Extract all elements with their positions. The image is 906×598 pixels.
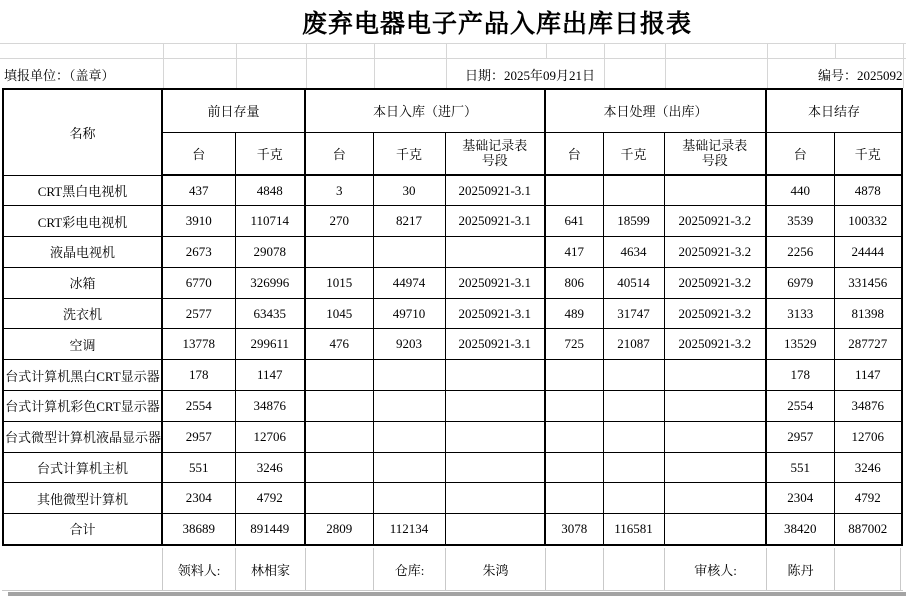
prev-kg-cell[interactable]: 3246 [235, 452, 305, 483]
footer-empty-cell [604, 548, 665, 590]
outbound-record-cell[interactable]: 20250921-3.2 [664, 267, 766, 298]
subheader-out-record [664, 132, 766, 175]
inbound-units-cell[interactable] [305, 452, 373, 483]
table-row [3, 514, 902, 545]
outbound-units-cell[interactable] [545, 421, 603, 452]
outbound-kg-cell[interactable] [603, 483, 664, 514]
table-row [3, 360, 902, 391]
inbound-record-cell[interactable] [445, 360, 545, 391]
balance-units-cell[interactable]: 440 [766, 175, 834, 206]
material-picker-label: 领料人: [163, 548, 236, 590]
inbound-record-cell[interactable] [445, 421, 545, 452]
balance-kg-cell[interactable]: 331456 [834, 267, 902, 298]
outbound-units-cell[interactable] [545, 391, 603, 422]
balance-units-cell[interactable]: 3539 [766, 206, 834, 237]
gridline [0, 43, 906, 44]
balance-units-cell[interactable]: 38420 [766, 514, 834, 545]
group-header-outbound: 本日处理（出库） [545, 89, 766, 132]
inbound-record-cell[interactable]: 20250921-3.1 [445, 329, 545, 360]
inbound-kg-cell[interactable] [373, 237, 445, 268]
prev-kg-cell[interactable]: 12706 [235, 421, 305, 452]
balance-units-cell[interactable]: 2304 [766, 483, 834, 514]
inbound-record-cell[interactable]: 20250921-3.1 [445, 175, 545, 206]
outbound-kg-cell[interactable] [603, 452, 664, 483]
product-name-cell[interactable]: 合计 [3, 514, 162, 545]
gridline [903, 43, 904, 88]
balance-kg-cell[interactable]: 4878 [834, 175, 902, 206]
daily-report-table [2, 88, 903, 546]
balance-units-cell[interactable]: 2256 [766, 237, 834, 268]
inbound-units-cell[interactable]: 2809 [305, 514, 373, 545]
gridline [374, 43, 375, 88]
report-date-label: 日期：2025年09月21日 [465, 68, 596, 83]
outbound-units-cell[interactable]: 489 [545, 298, 603, 329]
inbound-kg-cell[interactable]: 30 [373, 175, 445, 206]
inbound-units-cell[interactable] [305, 237, 373, 268]
outbound-kg-cell[interactable] [603, 175, 664, 206]
inbound-record-cell[interactable] [445, 237, 545, 268]
subheader-in-record [445, 132, 545, 175]
prev-units-cell[interactable]: 38689 [162, 514, 235, 545]
outbound-record-cell[interactable] [664, 421, 766, 452]
material-picker-name[interactable]: 林相家 [236, 548, 306, 590]
subheader-bal-units: 台 [766, 132, 834, 175]
balance-kg-cell[interactable]: 887002 [834, 514, 902, 545]
product-name-cell[interactable]: CRT黑白电视机 [3, 175, 162, 206]
balance-kg-cell[interactable]: 287727 [834, 329, 902, 360]
gridline [446, 43, 447, 88]
prev-kg-cell[interactable]: 4792 [235, 483, 305, 514]
inbound-kg-cell[interactable]: 8217 [373, 206, 445, 237]
outbound-kg-cell[interactable]: 31747 [603, 298, 664, 329]
subheader-bal-kg: 千克 [834, 132, 902, 175]
outbound-kg-cell[interactable] [603, 360, 664, 391]
table-row [3, 329, 902, 360]
outbound-record-cell[interactable] [664, 391, 766, 422]
gridline [835, 43, 836, 58]
prev-units-cell[interactable]: 3910 [162, 206, 235, 237]
reporting-unit-label: 填报单位：（盖章） [4, 68, 115, 83]
table-row [3, 452, 902, 483]
product-name-cell[interactable]: 台式计算机彩色CRT显示器 [3, 391, 162, 422]
sheet-edge-strip [8, 592, 906, 596]
outbound-units-cell[interactable]: 641 [545, 206, 603, 237]
signature-row [2, 548, 903, 591]
outbound-units-cell[interactable] [545, 452, 603, 483]
name-column-header: 名称 [3, 89, 162, 175]
subheader-prev-units: 台 [162, 132, 235, 175]
table-body [3, 175, 902, 545]
outbound-record-cell[interactable] [664, 514, 766, 545]
footer-empty-cell [835, 548, 901, 590]
record-header-text: 基础记录表号段 [462, 137, 528, 168]
prev-kg-cell[interactable]: 1147 [235, 360, 305, 391]
outbound-kg-cell[interactable]: 40514 [603, 267, 664, 298]
footer-empty-cell [2, 548, 163, 590]
gridline [665, 43, 666, 88]
product-name-cell[interactable]: 冰箱 [3, 267, 162, 298]
inbound-units-cell[interactable] [305, 391, 373, 422]
outbound-kg-cell[interactable] [603, 391, 664, 422]
outbound-record-cell[interactable]: 20250921-3.2 [664, 237, 766, 268]
inbound-record-cell[interactable] [445, 514, 545, 545]
prev-kg-cell[interactable]: 891449 [235, 514, 305, 545]
inbound-record-cell[interactable]: 20250921-3.1 [445, 298, 545, 329]
gridline [236, 43, 237, 88]
prev-kg-cell[interactable]: 110714 [235, 206, 305, 237]
warehouse-label: 仓库: [374, 548, 446, 590]
product-name-cell[interactable]: CRT彩电电视机 [3, 206, 162, 237]
balance-units-cell[interactable]: 13529 [766, 329, 834, 360]
product-name-cell[interactable]: 液晶电视机 [3, 237, 162, 268]
inbound-units-cell[interactable] [305, 360, 373, 391]
subheader-in-units: 台 [305, 132, 373, 175]
prev-units-cell[interactable]: 2957 [162, 421, 235, 452]
page-title: 废弃电器电子产品入库出库日报表 [301, 11, 692, 38]
outbound-kg-cell[interactable]: 4634 [603, 237, 664, 268]
balance-kg-cell[interactable]: 12706 [834, 421, 902, 452]
group-header-inbound: 本日入库（进厂） [305, 89, 545, 132]
group-header-balance: 本日结存 [766, 89, 902, 132]
outbound-record-cell[interactable]: 20250921-3.2 [664, 206, 766, 237]
report-code-label: 编号：2025092 [818, 68, 903, 83]
table-row [3, 237, 902, 268]
balance-kg-cell[interactable]: 81398 [834, 298, 902, 329]
product-name-cell[interactable]: 台式计算机黑白CRT显示器 [3, 360, 162, 391]
inbound-units-cell[interactable] [305, 483, 373, 514]
inbound-record-cell[interactable] [445, 452, 545, 483]
inbound-kg-cell[interactable]: 44974 [373, 267, 445, 298]
prev-units-cell[interactable]: 551 [162, 452, 235, 483]
table-row [3, 483, 902, 514]
product-name-cell[interactable]: 台式计算机主机 [3, 452, 162, 483]
outbound-units-cell[interactable] [545, 360, 603, 391]
inbound-units-cell[interactable]: 476 [305, 329, 373, 360]
product-name-cell[interactable]: 洗衣机 [3, 298, 162, 329]
table-row [3, 175, 902, 206]
outbound-record-cell[interactable] [664, 483, 766, 514]
outbound-units-cell[interactable] [545, 175, 603, 206]
balance-units-cell[interactable]: 6979 [766, 267, 834, 298]
balance-kg-cell[interactable]: 100332 [834, 206, 902, 237]
inbound-units-cell[interactable]: 270 [305, 206, 373, 237]
prev-units-cell[interactable]: 178 [162, 360, 235, 391]
inbound-kg-cell[interactable] [373, 483, 445, 514]
balance-kg-cell[interactable]: 1147 [834, 360, 902, 391]
prev-units-cell[interactable]: 2673 [162, 237, 235, 268]
outbound-record-cell[interactable] [664, 452, 766, 483]
balance-units-cell[interactable]: 178 [766, 360, 834, 391]
outbound-kg-cell[interactable] [603, 421, 664, 452]
warehouse-keeper-name[interactable]: 朱鸿 [446, 548, 546, 590]
inbound-record-cell[interactable]: 20250921-3.1 [445, 267, 545, 298]
gridline [163, 43, 164, 88]
outbound-units-cell[interactable] [545, 483, 603, 514]
balance-units-cell[interactable]: 3133 [766, 298, 834, 329]
prev-units-cell[interactable]: 6770 [162, 267, 235, 298]
balance-units-cell[interactable]: 551 [766, 452, 834, 483]
table-row [3, 391, 902, 422]
prev-units-cell[interactable]: 2577 [162, 298, 235, 329]
prev-units-cell[interactable]: 13778 [162, 329, 235, 360]
inbound-kg-cell[interactable] [373, 360, 445, 391]
product-name-cell[interactable]: 台式微型计算机液晶显示器 [3, 421, 162, 452]
footer-empty-cell [546, 548, 604, 590]
outbound-units-cell[interactable]: 806 [545, 267, 603, 298]
inbound-units-cell[interactable]: 1045 [305, 298, 373, 329]
prev-units-cell[interactable]: 437 [162, 175, 235, 206]
product-name-cell[interactable]: 其他微型计算机 [3, 483, 162, 514]
inbound-units-cell[interactable] [305, 421, 373, 452]
prev-kg-cell[interactable]: 63435 [235, 298, 305, 329]
inbound-kg-cell[interactable]: 9203 [373, 329, 445, 360]
outbound-record-cell[interactable] [664, 175, 766, 206]
gridline [546, 43, 547, 58]
table-row [3, 298, 902, 329]
reviewer-name[interactable]: 陈丹 [767, 548, 835, 590]
outbound-record-cell[interactable]: 20250921-3.2 [664, 298, 766, 329]
subheader-out-units: 台 [545, 132, 603, 175]
table-row [3, 206, 902, 237]
prev-units-cell[interactable]: 2554 [162, 391, 235, 422]
inbound-kg-cell[interactable]: 49710 [373, 298, 445, 329]
group-header-previous-stock: 前日存量 [162, 89, 305, 132]
inbound-kg-cell[interactable] [373, 391, 445, 422]
balance-units-cell[interactable]: 2554 [766, 391, 834, 422]
subheader-prev-kg: 千克 [235, 132, 305, 175]
prev-kg-cell[interactable]: 4848 [235, 175, 305, 206]
inbound-record-cell[interactable] [445, 391, 545, 422]
balance-kg-cell[interactable]: 34876 [834, 391, 902, 422]
gridline [604, 43, 605, 88]
inbound-record-cell[interactable] [445, 483, 545, 514]
subheader-in-kg: 千克 [373, 132, 445, 175]
outbound-record-cell[interactable] [664, 360, 766, 391]
balance-kg-cell[interactable]: 4792 [834, 483, 902, 514]
inbound-units-cell[interactable]: 3 [305, 175, 373, 206]
balance-kg-cell[interactable]: 24444 [834, 237, 902, 268]
gridline [306, 43, 307, 88]
prev-kg-cell[interactable]: 299611 [235, 329, 305, 360]
outbound-kg-cell[interactable]: 18599 [603, 206, 664, 237]
inbound-kg-cell[interactable] [373, 421, 445, 452]
reviewer-label: 审核人: [665, 548, 767, 590]
outbound-kg-cell[interactable]: 21087 [603, 329, 664, 360]
gridline [0, 58, 906, 59]
inbound-record-cell[interactable]: 20250921-3.1 [445, 206, 545, 237]
outbound-units-cell[interactable]: 3078 [545, 514, 603, 545]
prev-units-cell[interactable]: 2304 [162, 483, 235, 514]
prev-kg-cell[interactable]: 29078 [235, 237, 305, 268]
record-header-text: 基础记录表号段 [682, 137, 748, 168]
outbound-units-cell[interactable]: 725 [545, 329, 603, 360]
inbound-kg-cell[interactable]: 112134 [373, 514, 445, 545]
gridline [767, 43, 768, 88]
outbound-record-cell[interactable]: 20250921-3.2 [664, 329, 766, 360]
product-name-cell[interactable]: 空调 [3, 329, 162, 360]
prev-kg-cell[interactable]: 326996 [235, 267, 305, 298]
balance-units-cell[interactable]: 2957 [766, 421, 834, 452]
inbound-kg-cell[interactable] [373, 452, 445, 483]
prev-kg-cell[interactable]: 34876 [235, 391, 305, 422]
balance-kg-cell[interactable]: 3246 [834, 452, 902, 483]
footer-empty-cell [306, 548, 374, 590]
subheader-out-kg: 千克 [603, 132, 664, 175]
outbound-kg-cell[interactable]: 116581 [603, 514, 664, 545]
table-row [3, 421, 902, 452]
outbound-units-cell[interactable]: 417 [545, 237, 603, 268]
table-row [3, 267, 902, 298]
inbound-units-cell[interactable]: 1015 [305, 267, 373, 298]
